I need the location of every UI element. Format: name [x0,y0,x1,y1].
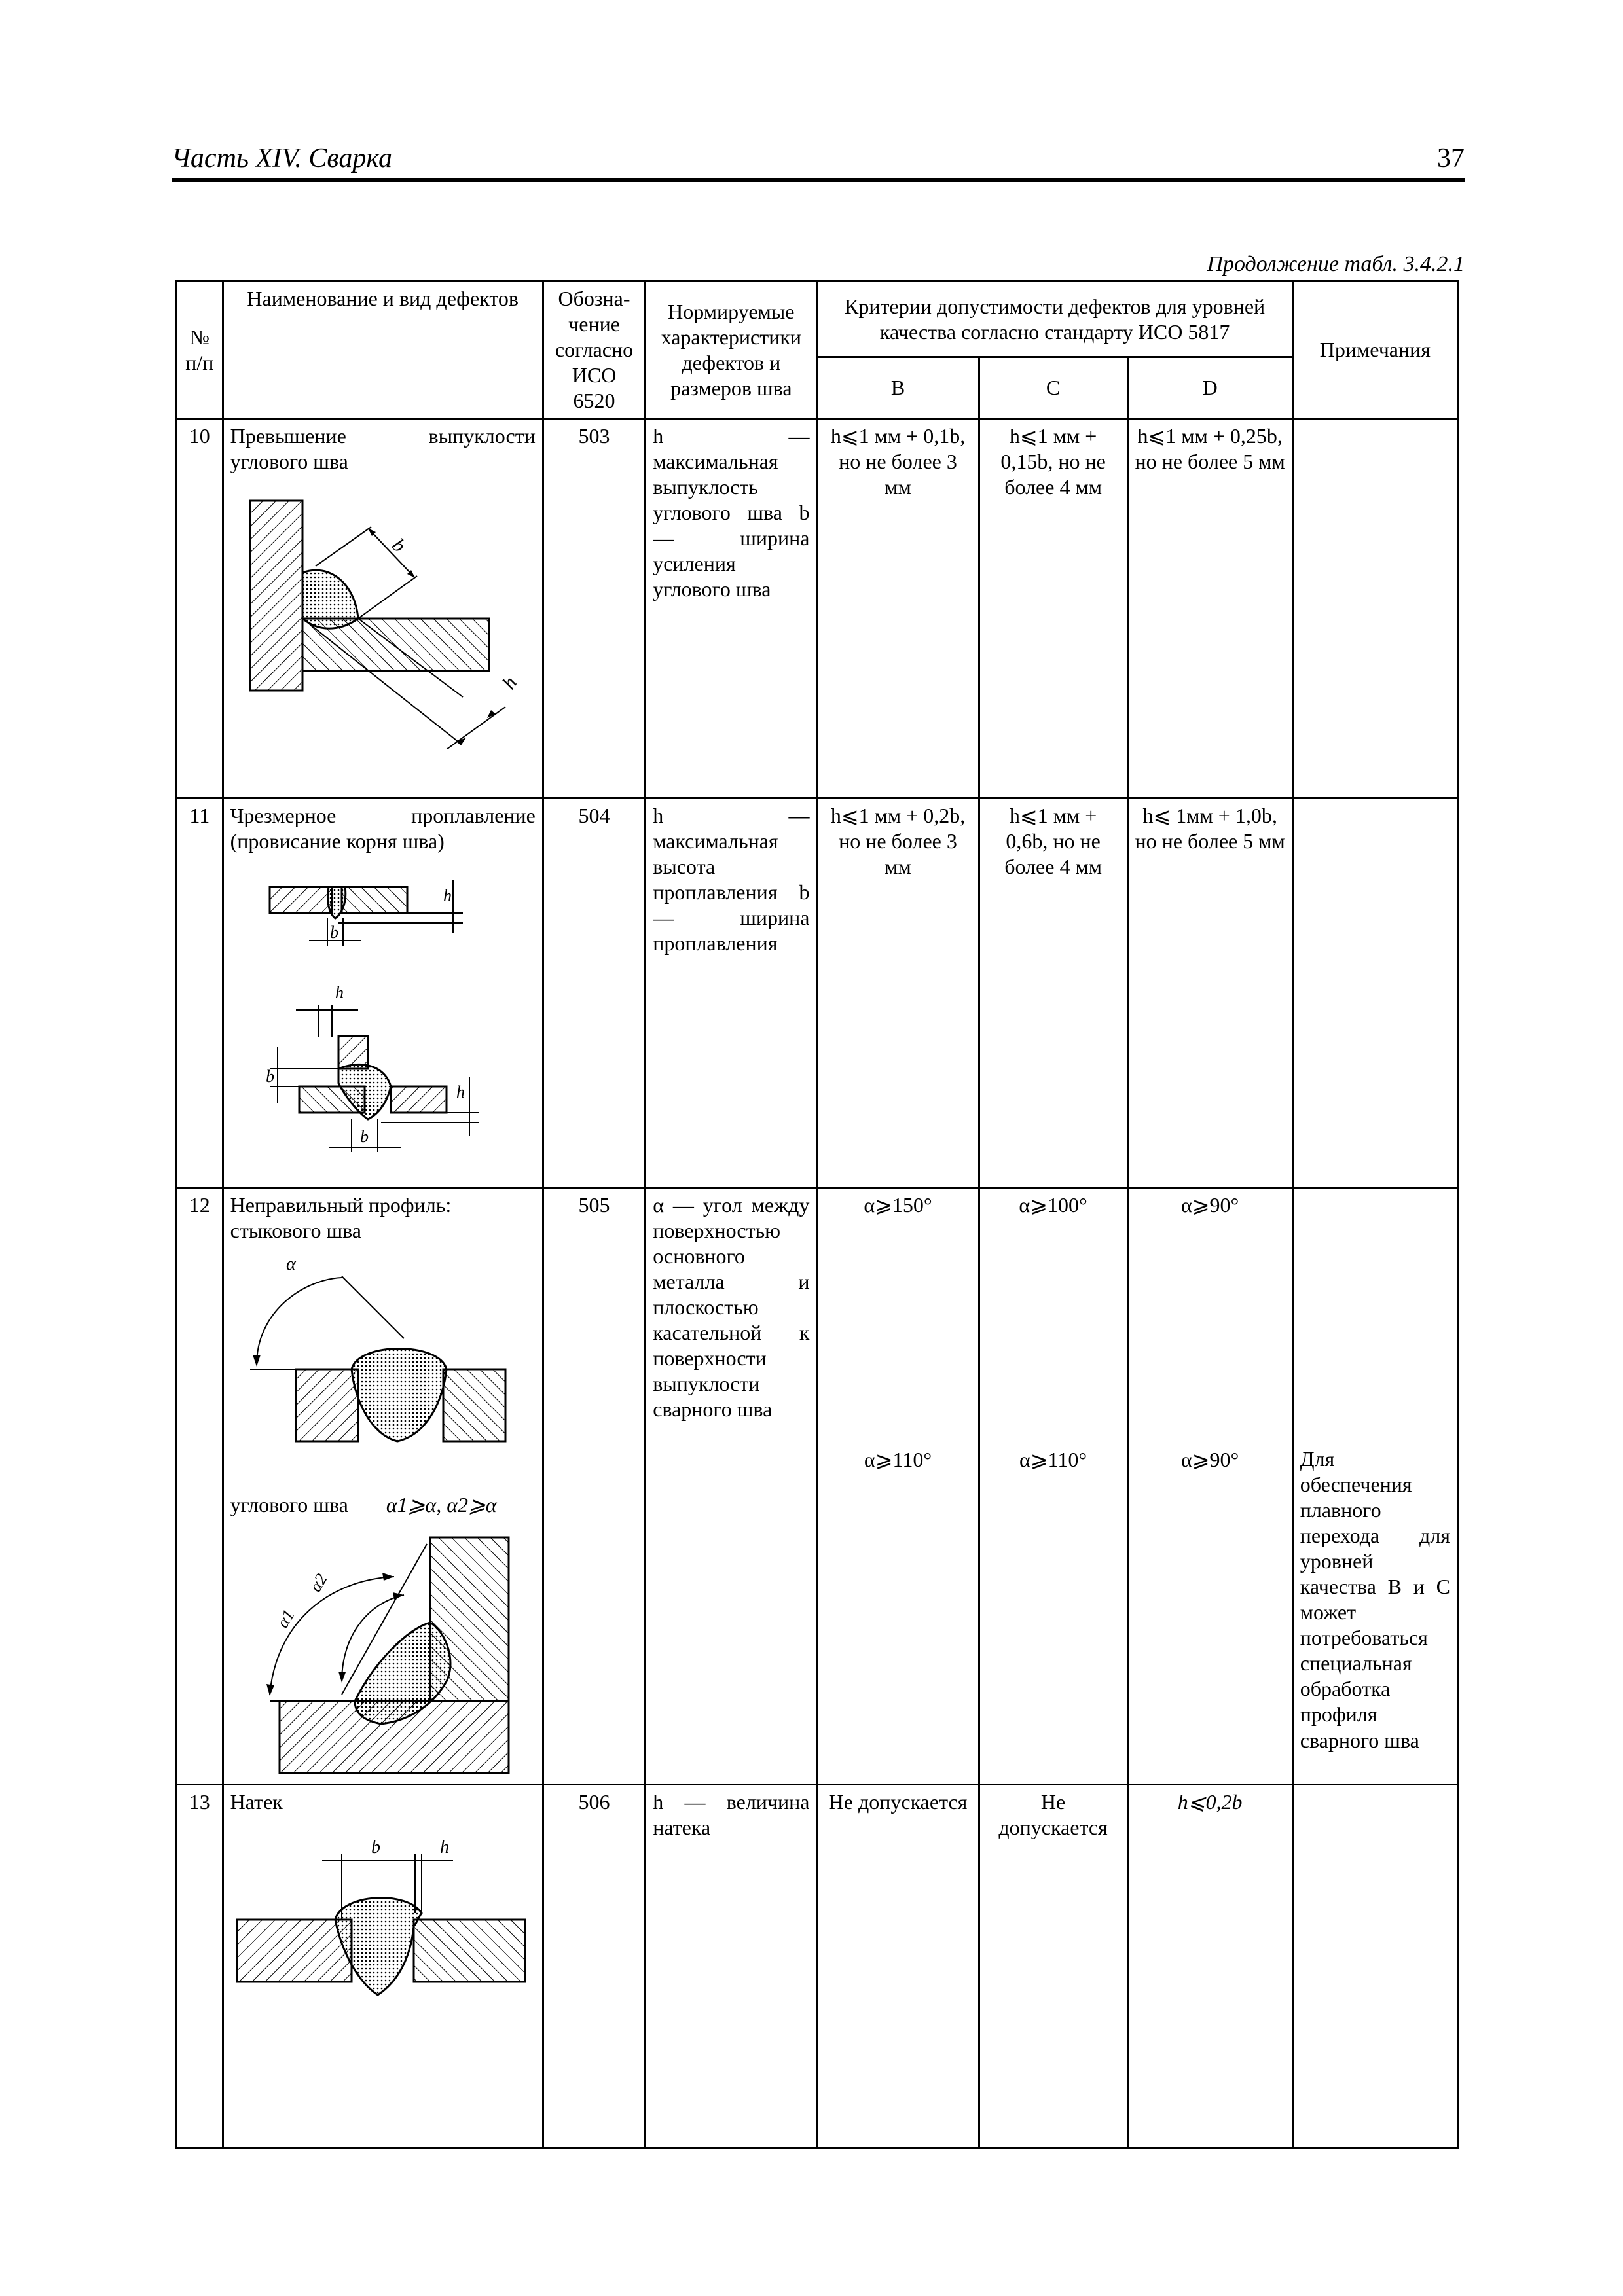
header-level-b: B [817,357,979,419]
label-alpha2: α2 [305,1570,331,1596]
row-level-b: Не допускается [817,1785,979,2148]
row-num: 11 [177,798,223,1188]
row-num: 13 [177,1785,223,2148]
row-code: 504 [543,798,645,1188]
row-level-c: α⩾100° [1019,1193,1087,1217]
row-level-c: Не допускается [979,1785,1127,2148]
row-level-c-fillet: α⩾110° [1019,1448,1087,1472]
label-alpha: α [285,1254,296,1275]
label-b: b [387,534,410,557]
table-row [177,1188,1458,1785]
header-level-c: C [979,357,1127,419]
label-b: b [371,1837,380,1858]
table-row [177,419,1458,798]
label-b: b [329,923,338,942]
row-note-cell [1292,1188,1457,1785]
label-h: h [498,673,521,694]
row-code: 505 [543,1188,645,1785]
row-name: Чрезмерное проплавление (провисание корня шва) [230,804,536,853]
table-row [177,1785,1458,2148]
row-norm: h — максимальная высота проплавления b — ширина проплавления [646,798,817,1188]
row-level-d-fillet: α⩾90° [1180,1448,1239,1472]
label-h: h [335,983,344,1003]
row-code: 503 [543,419,645,798]
row-level-d: h⩽1 мм + 0,25b, но не более 5 мм [1127,419,1292,798]
row-note [1292,419,1457,798]
row-level-d-cell [1127,1188,1292,1785]
row-level-d: h⩽0,2b [1127,1785,1292,2148]
row-level-c-cell [979,1188,1127,1785]
row-num: 10 [177,419,223,798]
row-level-c: h⩽1 мм + 0,15b, но не более 4 мм [979,419,1127,798]
row-name: Превышение выпуклости углового шва [230,424,536,474]
table-header-row [177,281,1458,357]
label-h: h [456,1083,465,1102]
row-norm: h — величина натека [646,1785,817,2148]
overlap-figure [230,1821,538,2018]
fillet-weld-profile-figure [230,1524,538,1780]
fillet-weld-convexity-figure [230,481,538,749]
row-level-b-fillet: α⩾110° [864,1448,932,1472]
row-note [1292,1785,1457,2148]
defects-table [175,280,1459,2149]
label-alpha1: α1 [272,1606,299,1632]
excessive-penetration-figure [230,861,538,1168]
row-level-b-cell [817,1188,979,1785]
row-level-b: α⩾150° [864,1193,932,1217]
butt-weld-profile-figure [230,1250,538,1446]
row-name-sub [230,1492,536,1518]
row-note [1292,798,1457,1188]
label-b: b [265,1067,274,1086]
row-num: 12 [177,1188,223,1785]
row-name: Натек [230,1790,283,1814]
header-criteria: Критерии допустимости дефектов для уровней качества согласно стандарту ИСО 5817 [817,281,1292,357]
row-name-cell [223,1188,543,1785]
row-norm: h — максимальная выпуклость углового шва b — ширина усиления углового шва [646,419,817,798]
label-b: b [359,1127,369,1147]
row-note-fillet: Для обеспечения плавного перехода для уровней качества В и С может потребоваться специальная обработка профиля сварного шва [1300,1447,1450,1752]
header-norm: Нормируемые характеристики дефектов и размеров шва [646,281,817,419]
row-name-cell [223,1785,543,2148]
row-norm: α — угол между поверхностью основного металла и плоскостью касательной к поверхности выпуклости сварного шва [646,1188,817,1785]
row-name-fillet: углового шва [230,1493,348,1517]
row-name: Неправильный профиль: стыкового шва [230,1193,452,1243]
table-continuation-caption: Продолжение табл. 3.4.2.1 [1207,252,1465,276]
label-h: h [439,1837,449,1858]
row-name-cell [223,798,543,1188]
row-level-b: h⩽1 мм + 0,2b, но не более 3 мм [817,798,979,1188]
header-rule [172,178,1465,182]
header-code: Обозна-чение согласно ИСО 6520 [543,281,645,419]
row-level-b: h⩽1 мм + 0,1b, но не более 3 мм [817,419,979,798]
header-name: Наименование и вид дефектов [223,281,543,419]
row-name-fillet-condition: α1⩾α, α2⩾α [386,1493,497,1517]
row-level-d: h⩽ 1мм + 1,0b, но не более 5 мм [1127,798,1292,1188]
row-code: 506 [543,1785,645,2148]
row-level-d: α⩾90° [1180,1193,1239,1217]
header-num: № п/п [177,281,223,419]
label-h: h [443,886,452,906]
header-level-d: D [1127,357,1292,419]
row-level-c: h⩽1 мм + 0,6b, но не более 4 мм [979,798,1127,1188]
header-notes: Примечания [1292,281,1457,419]
running-header-title: Часть XIV. Сварка [172,143,392,173]
page-number: 37 [1437,143,1465,173]
row-name-cell [223,419,543,798]
table-row [177,798,1458,1188]
